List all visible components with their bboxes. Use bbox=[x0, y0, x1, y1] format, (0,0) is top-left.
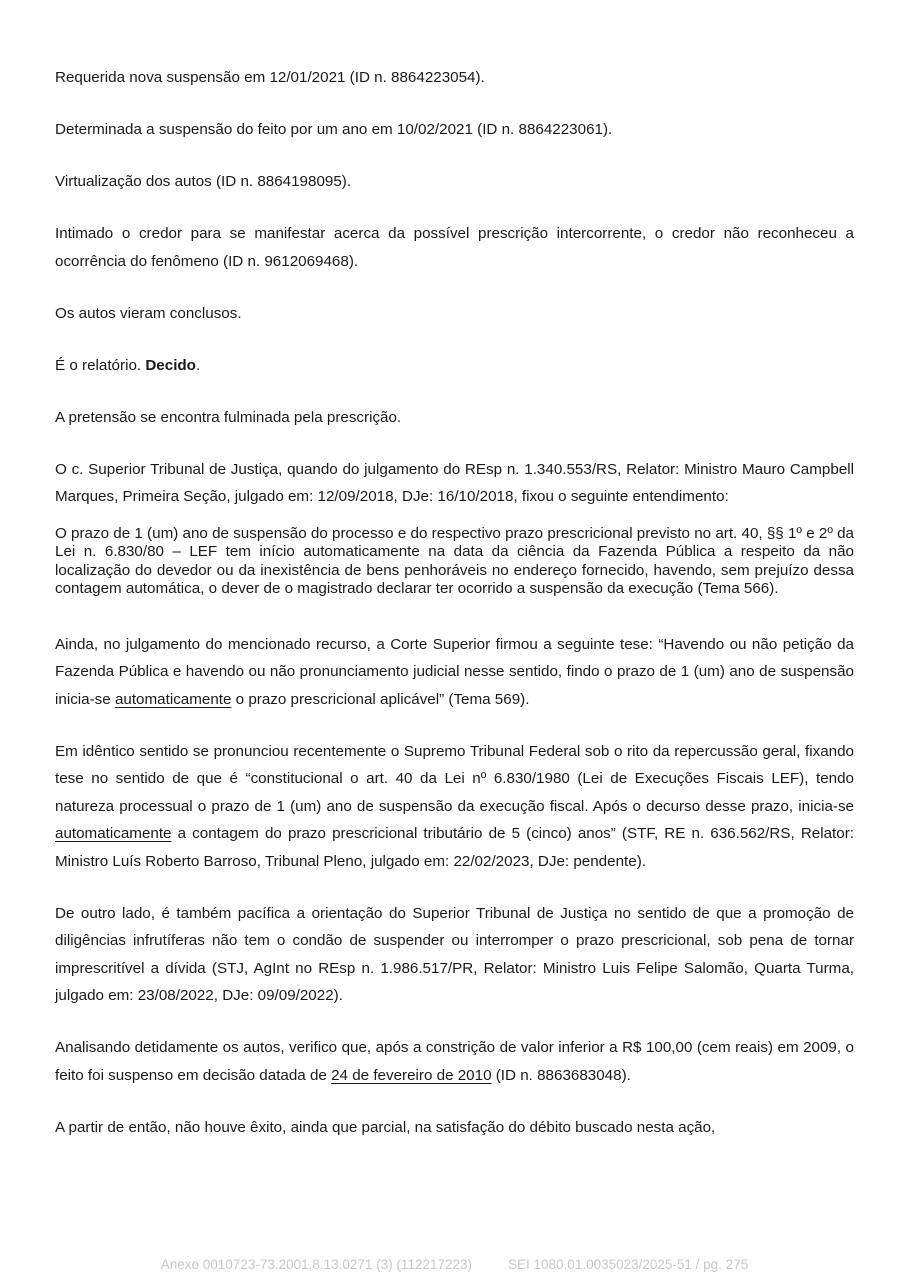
paragraph: A partir de então, não houve êxito, ainda que parcial, na satisfação do débito buscado nesta ação, bbox=[55, 1118, 716, 1136]
paragraph bbox=[55, 1034, 854, 1089]
footer-annex-label: Anexo 0010723-73.2001.8.13.0271 (3) (112217223) bbox=[160, 1257, 473, 1272]
underlined-text: automaticamente bbox=[114, 690, 232, 708]
bold-text: Decido bbox=[145, 356, 196, 374]
text-run: (ID n. 8863683048). bbox=[491, 1066, 631, 1084]
paragraph bbox=[55, 738, 854, 876]
footer-sei-label: SEI 1080.01.0035023/2025-51 / pg. 275 bbox=[508, 1257, 749, 1272]
document-body bbox=[55, 64, 854, 1141]
text-run: a contagem do prazo prescricional tributário de 5 (cinco) anos” (STF, RE n. 636.562/RS, Relator: Ministro Luís Roberto Barroso, Tribunal Pleno, julgado em: 22/02/2023, DJe: pendente). bbox=[55, 825, 854, 870]
paragraph: Determinada a suspensão do feito por um ano em 10/02/2021 (ID n. 8864223061). bbox=[55, 121, 613, 138]
paragraph bbox=[55, 352, 854, 380]
paragraph: Virtualização dos autos (ID n. 8864198095). bbox=[55, 173, 352, 190]
text-run: . bbox=[195, 356, 201, 374]
text-run: É o relatório. bbox=[55, 356, 146, 374]
text-run: Analisando detidamente os autos, verifico que, após a constrição de valor inferior a R$ 100,00 (cem reais) em 2009, o feito foi suspenso em decisão datada de bbox=[55, 1039, 854, 1084]
paragraph: Requerida nova suspensão em 12/01/2021 (ID n. 8864223054). bbox=[55, 69, 485, 86]
paragraph: De outro lado, é também pacífica a orientação do Superior Tribunal de Justiça no sentido de que a promoção de diligências infrutíferas não tem o condão de suspender ou interromper o prazo prescricional, sob pena de tornar imprescritível a dívida (STJ, AgInt no REsp n. 1.986.517/PR, Relator: Ministro Luis Felipe Salomão, Quarta Turma, julgado em: 23/08/2022, DJe: 09/09/2022). bbox=[55, 904, 854, 1005]
paragraph: A pretensão se encontra fulminada pela prescrição. bbox=[55, 408, 402, 426]
block-quote: O prazo de 1 (um) ano de suspensão do processo e do respectivo prazo prescricional previsto no art. 40, §§ 1º e 2º da Lei n. 6.830/80 – LEF tem início automaticamente na data da ciência da Fazenda Pública a respeito da não localização do devedor ou da inexistência de bens penhoráveis no endereço fornecido, havendo, sem prejuízo dessa contagem automática, o dever de o magistrado declarar ter ocorrido a suspensão da execução (Tema 566). bbox=[55, 524, 854, 598]
paragraph bbox=[55, 631, 854, 714]
underlined-text: 24 de fevereiro de 2010 bbox=[331, 1066, 492, 1084]
text-run: Ainda, no julgamento do mencionado recurso, a Corte Superior firmou a seguinte tese: “Havendo ou não petição da Fazenda Pública e havendo ou não pronunciamento judicial nesse sentido, findo o prazo de 1 (um) ano de suspensão inicia-se bbox=[55, 635, 854, 708]
paragraph: Intimado o credor para se manifestar acerca da possível prescrição intercorrente, o credor não reconheceu a ocorrência do fenômeno (ID n. 9612069468). bbox=[55, 225, 854, 270]
paragraph: Os autos vieram conclusos. bbox=[55, 304, 242, 322]
page-footer bbox=[0, 1257, 909, 1272]
text-run: o prazo prescricional aplicável” (Tema 569). bbox=[231, 690, 530, 708]
text-run: Em idêntico sentido se pronunciou recentemente o Supremo Tribunal Federal sob o rito da repercussão geral, fixando tese no sentido de que é “constitucional o art. 40 da Lei nº 6.830/1980 (Lei de Execuções Fiscais LEF), tendo natureza processual o prazo de 1 (um) ano de suspensão da execução fiscal. Após o decurso desse prazo, inicia-se bbox=[55, 742, 854, 815]
paragraph: O c. Superior Tribunal de Justiça, quando do julgamento do REsp n. 1.340.553/RS, Relator: Ministro Mauro Campbell Marques, Primeira Seção, julgado em: 12/09/2018, DJe: 16/10/2018, fixou o seguinte entendimento: bbox=[55, 460, 854, 505]
underlined-text: automaticamente bbox=[55, 825, 172, 843]
